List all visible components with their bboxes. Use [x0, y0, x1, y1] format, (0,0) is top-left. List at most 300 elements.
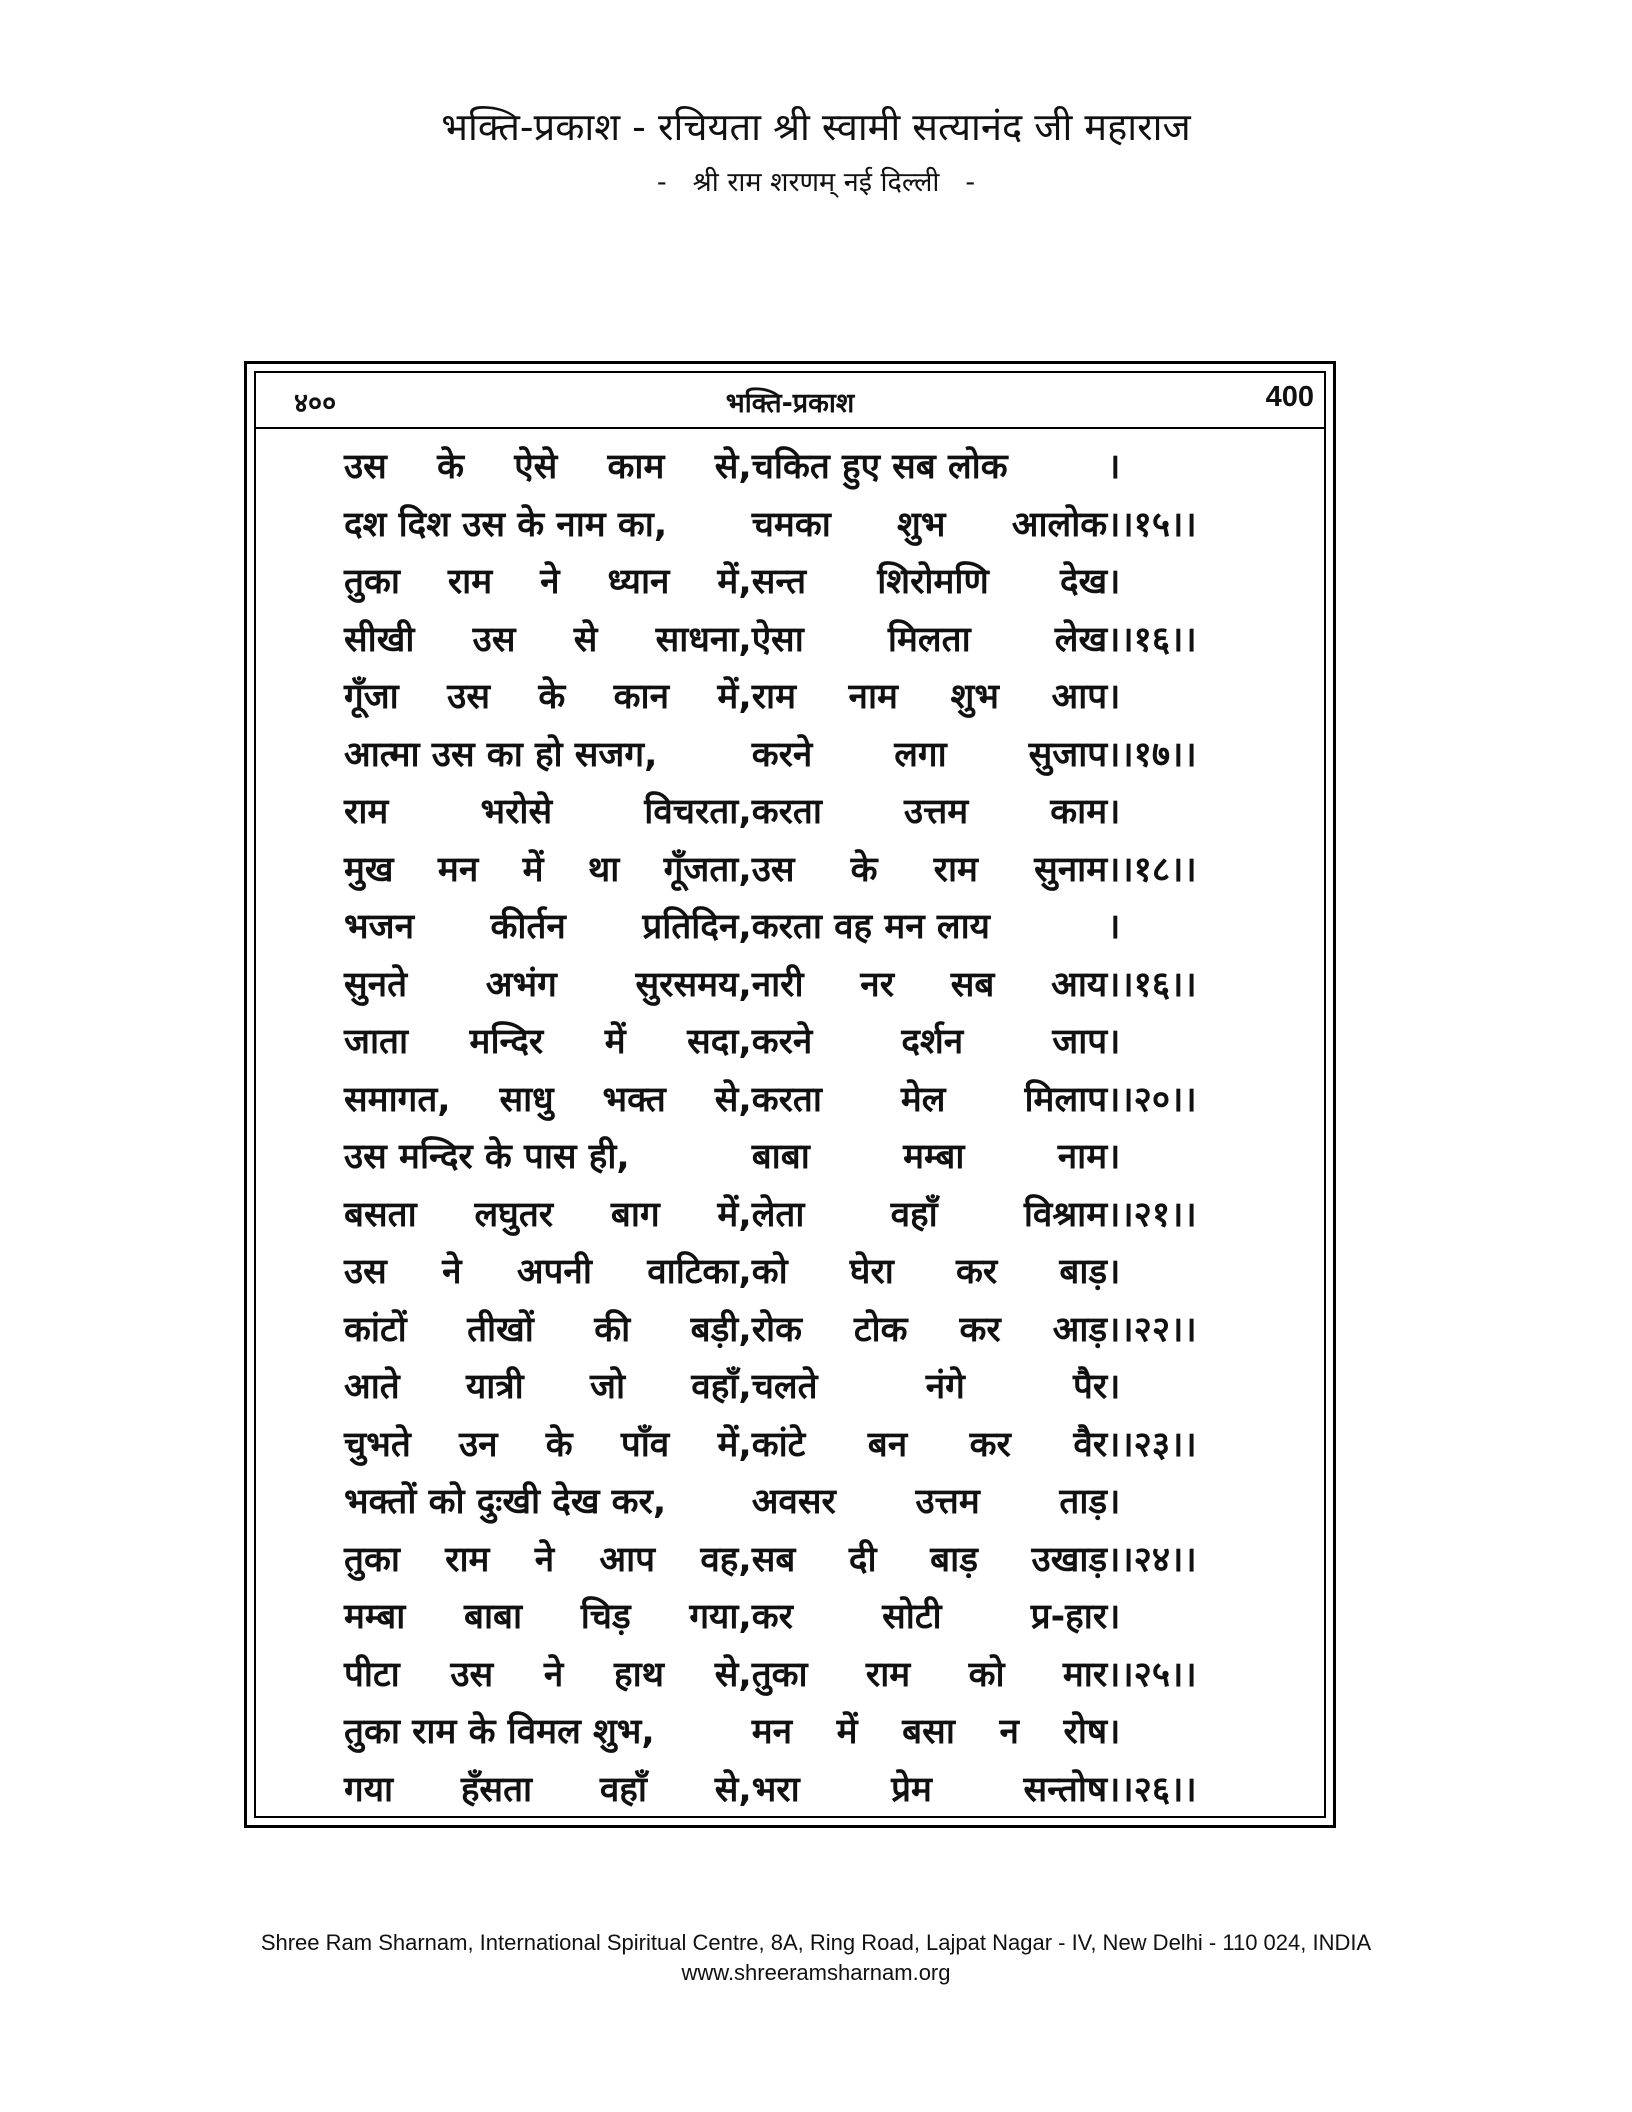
verse-word: बाबा [751, 1137, 810, 1178]
verse-line [344, 552, 1304, 610]
subtitle-text: श्री राम शरणम् नई दिल्ली [692, 167, 940, 198]
verse-second-half-words [752, 730, 1107, 777]
verse-first-half [344, 1530, 752, 1588]
verse-word: कर [959, 1309, 1001, 1350]
verse-first-half-words [344, 1247, 752, 1294]
verse-number: । [1107, 1597, 1121, 1638]
verse-word: शिरोमणि [877, 562, 989, 603]
verse-first-half [344, 1242, 752, 1300]
verse-first-half [344, 840, 752, 898]
verse-word: ऐसे [514, 447, 558, 488]
verse-word: भरा [751, 1769, 800, 1810]
verse-first-half [344, 725, 752, 783]
verse-number: ।।२३।। [1107, 1424, 1197, 1465]
footer-address: Shree Ram Sharnam, International Spiritual Centre, 8A, Ring Road, Lajpat Nagar - IV, New Delhi - 110 024, INDIA [260, 1930, 1372, 1955]
verse-word: प्रेम [891, 1769, 932, 1810]
verse-second-half [752, 782, 1107, 840]
verse-second-half [752, 1012, 1107, 1070]
verse-word: कांटे [751, 1424, 806, 1465]
verse-word: में [522, 849, 544, 890]
verse-first-half [344, 495, 752, 553]
verse-word: आप [1051, 677, 1108, 718]
verse-first-half-words [344, 1650, 752, 1697]
verse-first-half-words [344, 1362, 752, 1409]
verse-second-half [752, 1242, 1107, 1300]
verse-first-half [344, 552, 752, 610]
verse-second-half-words [752, 1075, 1107, 1122]
verse-first-half [344, 1415, 752, 1473]
verse-first-half-words [344, 615, 752, 662]
verse-word: करने [751, 1022, 813, 1063]
verse-word: आलोक [1011, 504, 1108, 545]
verse-word: मन [751, 1712, 793, 1753]
verse-word: के [437, 447, 464, 488]
verse-word: चकित हुए सब लोक [751, 447, 1008, 488]
verse-second-half-words [752, 672, 1107, 719]
verse-word: के [538, 677, 566, 718]
verse-word: पीटा [344, 1654, 400, 1695]
verse-word: बड़ी, [690, 1309, 752, 1350]
verse-word: उत्तम [903, 792, 969, 833]
verse-word: ध्यान [607, 562, 670, 603]
verse-first-half [344, 610, 752, 668]
verse-second-half [752, 495, 1107, 553]
verse-first-half [344, 1760, 752, 1818]
verse-word: नाम [1057, 1137, 1108, 1178]
verse-word: था [587, 849, 620, 890]
verse-number: ।।१८।। [1107, 849, 1197, 890]
verse-line [344, 1415, 1304, 1473]
verse-word: उस [344, 1252, 387, 1293]
verse-word: शुभ [950, 677, 999, 718]
verse-word: से, [714, 1079, 752, 1120]
verse-word: लगा [894, 734, 947, 775]
verse-second-half [752, 1185, 1107, 1243]
verse-first-half-words [344, 1075, 752, 1122]
verse-number: ।।२२।। [1107, 1309, 1197, 1350]
verse-number: ।।२६।। [1107, 1769, 1197, 1810]
verse-word: नारी [751, 964, 804, 1005]
verse-word: मिलता [887, 619, 971, 660]
verse-word: गया [344, 1769, 394, 1810]
verse-second-half-words [752, 1535, 1107, 1582]
verse-word: ने [540, 562, 560, 603]
verse-first-half-words [344, 672, 752, 719]
verse-line [344, 1530, 1304, 1588]
verse-word: देख [1059, 562, 1108, 603]
verse-word: अवसर [751, 1482, 836, 1523]
verse-word: उस [344, 447, 387, 488]
verse-word: सुरसमय, [635, 964, 752, 1005]
verse-first-half-words [344, 1017, 752, 1064]
verse-word: तीखों [467, 1309, 534, 1350]
verse-first-half-words [344, 1190, 752, 1237]
verse-number: ।।२४।। [1107, 1539, 1197, 1580]
verse-line [344, 1760, 1304, 1818]
verse-word: लघुतर [474, 1194, 554, 1235]
verse-word: आड़ [1052, 1309, 1108, 1350]
verse-number: ।।१५।। [1107, 504, 1197, 545]
verse-word: न [999, 1712, 1019, 1753]
verse-word: उस मन्दिर के पास ही, [344, 1137, 630, 1178]
verse-word: आत्मा उस का हो सजग, [344, 734, 658, 775]
verse-first-half [344, 897, 752, 955]
verse-word: दर्शन [901, 1022, 964, 1063]
verse-line [344, 1070, 1304, 1128]
verse-first-half-words [344, 557, 752, 604]
verse-word: कर [956, 1252, 998, 1293]
verse-word: भरोसे [480, 792, 553, 833]
verse-word: वहाँ [890, 1194, 938, 1235]
verse-word: आते [344, 1367, 400, 1408]
verse-number: ।।१६।। [1107, 964, 1197, 1005]
verse-word: कर [751, 1597, 793, 1638]
verse-word: आय [1051, 964, 1108, 1005]
verse-word: सुजाप [1028, 734, 1108, 775]
footer-website: www.shreeramsharnam.org [681, 1960, 951, 1985]
verse-second-half-words [752, 1420, 1107, 1467]
verse-first-half-words [344, 1592, 752, 1639]
verse-line [344, 725, 1304, 783]
verse-first-half-words [344, 442, 752, 489]
verse-word: उत्तम [915, 1482, 980, 1523]
verse-word: गूँजा [344, 677, 399, 718]
running-title: भक्ति-प्रकाश [725, 388, 855, 419]
verse-word: मम्बा [344, 1597, 406, 1638]
verse-word: उन [458, 1424, 498, 1465]
verse-second-half-words [752, 1247, 1107, 1294]
verse-line [344, 1472, 1304, 1530]
verse-number: ।।२०।। [1107, 1079, 1197, 1120]
verse-line [344, 1127, 1304, 1185]
verse-word: ने [543, 1654, 564, 1695]
verse-first-half-words [344, 960, 752, 1007]
scanned-page-inner-border [254, 371, 1326, 1818]
verse-word: से [573, 619, 598, 660]
verse-word: काम [1050, 792, 1108, 833]
verse-second-half [752, 1530, 1107, 1588]
page-number-latin: 400 [1265, 381, 1314, 413]
verse-second-half [752, 437, 1107, 495]
verse-word: बाड़ [1059, 1252, 1108, 1293]
verse-word: मार [1062, 1654, 1108, 1695]
verse-second-half [752, 725, 1107, 783]
verse-word: राम [447, 562, 493, 603]
verse-word: सदा, [687, 1022, 752, 1063]
verse-word: भक्त [602, 1079, 666, 1120]
subtitle-dash-left: - [656, 167, 667, 198]
verse-second-half-words [752, 1477, 1107, 1524]
verse-word: दश दिश उस के नाम का, [344, 504, 668, 545]
verse-second-half-words [752, 1132, 1107, 1179]
verse-second-half-words [752, 1017, 1107, 1064]
verse-word: प्र-हार [1030, 1597, 1108, 1638]
verse-word: सन्त [751, 562, 807, 603]
verse-word: तुका [344, 1539, 400, 1580]
verse-word: तुका राम के विमल शुभ, [344, 1712, 655, 1753]
verse-word: बसा [902, 1712, 955, 1753]
verse-second-half [752, 1645, 1107, 1703]
verse-word: उस [447, 677, 490, 718]
verse-word: उस [472, 619, 516, 660]
verse-word: में, [717, 562, 752, 603]
verse-number: । [1107, 447, 1121, 488]
verse-word: चिड़ [580, 1597, 631, 1638]
verse-word: दी [848, 1539, 877, 1580]
verse-word: बसता [344, 1194, 417, 1235]
verse-word: वह, [700, 1539, 752, 1580]
verse-first-half-words [344, 730, 752, 777]
verse-word: बाबा [463, 1597, 523, 1638]
verse-word: घेरा [849, 1252, 894, 1293]
verse-word: बाड़ [930, 1539, 978, 1580]
verse-word: वहाँ [599, 1769, 647, 1810]
verse-word: समागत, [344, 1079, 451, 1120]
verse-second-half [752, 1472, 1107, 1530]
verse-word: गया, [689, 1597, 752, 1638]
verse-word: की [594, 1309, 631, 1350]
verse-first-half [344, 1645, 752, 1703]
verse-word: उस [751, 849, 795, 890]
verse-line [344, 1587, 1304, 1645]
verse-word: यात्री [465, 1367, 524, 1408]
verse-word: विचरता, [644, 792, 752, 833]
verse-word: सन्तोष [1023, 1769, 1108, 1810]
verse-word: वाटिका, [647, 1252, 752, 1293]
verse-number: ।।१६।। [1107, 619, 1197, 660]
verse-second-half [752, 1300, 1107, 1358]
verse-line [344, 782, 1304, 840]
verse-word: ने [534, 1539, 555, 1580]
verse-word: जाता [344, 1022, 409, 1063]
verse-word: सीखी [344, 619, 415, 660]
verse-word: हँसता [460, 1769, 533, 1810]
verse-first-half [344, 1472, 752, 1530]
verse-number: । [1107, 1482, 1121, 1523]
verse-number: ।।२१।। [1107, 1194, 1197, 1235]
verse-second-half-words [752, 1765, 1107, 1812]
verse-word: टोक [853, 1309, 908, 1350]
verse-first-half [344, 667, 752, 725]
verse-first-half-words [344, 1305, 752, 1352]
verse-first-half-words [344, 787, 752, 834]
verse-second-half [752, 1127, 1107, 1185]
verse-word: सुनाम [1034, 849, 1108, 890]
verse-word: से, [714, 1654, 752, 1695]
verse-first-half-words [344, 1765, 752, 1812]
verse-word: पैर [1072, 1367, 1108, 1408]
verse-number: । [1107, 792, 1121, 833]
verse-word: करता [751, 1079, 822, 1120]
verse-line [344, 1702, 1304, 1760]
verse-word: के [545, 1424, 573, 1465]
verse-second-half [752, 552, 1107, 610]
verse-word: साधना, [655, 619, 752, 660]
verse-word: चलते [751, 1367, 818, 1408]
verse-second-half-words [752, 1362, 1107, 1409]
verse-first-half-words [344, 845, 752, 892]
verse-first-half [344, 1012, 752, 1070]
verse-word: से, [714, 447, 752, 488]
verse-word: वैर [1073, 1424, 1108, 1465]
verse-second-half-words [752, 615, 1107, 662]
verse-first-half [344, 1070, 752, 1128]
verse-first-half [344, 1587, 752, 1645]
verse-number: । [1107, 907, 1121, 948]
verse-word: बन [867, 1424, 908, 1465]
verse-list [344, 437, 1304, 1817]
verse-line [344, 1242, 1304, 1300]
verse-word: कांटों [344, 1309, 407, 1350]
verse-word: आप [599, 1539, 656, 1580]
verse-word: जो [589, 1367, 626, 1408]
verse-first-half [344, 1185, 752, 1243]
verse-word: मन्दिर [469, 1022, 544, 1063]
document-title: भक्ति-प्रकाश - रचियता श्री स्वामी सत्यानंद जी महाराज [441, 105, 1191, 149]
verse-word: करता [751, 792, 822, 833]
verse-number: । [1107, 562, 1121, 603]
verse-second-half-words [752, 787, 1107, 834]
verse-word: राम [751, 677, 796, 718]
verse-word: के [850, 849, 878, 890]
verse-number: ।।१७।। [1107, 734, 1197, 775]
verse-word: नाम [848, 677, 898, 718]
verse-second-half [752, 1357, 1107, 1415]
verse-word: कान [613, 677, 670, 718]
verse-second-half-words [752, 557, 1107, 604]
verse-word: में, [717, 1194, 752, 1235]
verse-word: राम [933, 849, 978, 890]
verse-second-half [752, 667, 1107, 725]
verse-word: ताड़ [1059, 1482, 1108, 1523]
verse-number: । [1107, 1137, 1121, 1178]
verse-word: चुभते [344, 1424, 411, 1465]
scanned-page-frame [244, 361, 1336, 1828]
verse-word: को [751, 1252, 788, 1293]
verse-line [344, 495, 1304, 553]
verse-word: गूँजता, [663, 849, 752, 890]
verse-line [344, 1357, 1304, 1415]
verse-word: कीर्तन [490, 907, 566, 948]
verse-first-half-words [344, 1132, 752, 1179]
verse-word: में [604, 1022, 626, 1063]
verse-word: मन [437, 849, 479, 890]
verse-word: चमका [751, 504, 831, 545]
verse-first-half-words [344, 1535, 752, 1582]
running-head [256, 373, 1324, 429]
verse-word: सुनते [344, 964, 408, 1005]
verse-first-half-words [344, 1477, 752, 1524]
verse-word: मम्बा [903, 1137, 965, 1178]
verse-word: भजन [344, 907, 415, 948]
verse-word: काम [607, 447, 665, 488]
verse-second-half [752, 610, 1107, 668]
verse-second-half-words [752, 1592, 1107, 1639]
verse-first-half-words [344, 902, 752, 949]
verse-line [344, 1300, 1304, 1358]
verse-word: बाग [610, 1194, 660, 1235]
verse-line [344, 1185, 1304, 1243]
verse-number: । [1107, 1367, 1121, 1408]
verse-number: । [1107, 1022, 1121, 1063]
verse-word: पाँव [620, 1424, 670, 1465]
verse-first-half [344, 1702, 752, 1760]
verse-word: राम [344, 792, 389, 833]
verse-second-half-words [752, 1650, 1107, 1697]
document-subtitle [0, 162, 1632, 199]
verse-word: मिलाप [1024, 1079, 1108, 1120]
verse-word: जाप [1052, 1022, 1108, 1063]
page-number-devanagari: ४०० [294, 388, 337, 419]
verse-word: तुका [344, 562, 400, 603]
verse-word: विश्राम [1023, 1194, 1108, 1235]
verse-word: सोटी [882, 1597, 942, 1638]
verse-word: वहाँ, [691, 1367, 752, 1408]
verse-word: मुख [344, 849, 394, 890]
verse-number: । [1107, 1252, 1121, 1293]
verse-word: हाथ [614, 1654, 665, 1695]
verse-second-half-words [752, 845, 1107, 892]
verse-line [344, 1645, 1304, 1703]
verse-first-half [344, 1127, 752, 1185]
verse-first-half [344, 437, 752, 495]
verse-word: साधु [499, 1079, 554, 1120]
verse-number: । [1107, 1712, 1121, 1753]
verse-word: को [968, 1654, 1005, 1695]
verse-word: सब [751, 1539, 796, 1580]
verse-line [344, 610, 1304, 668]
verse-second-half [752, 840, 1107, 898]
verse-line [344, 955, 1304, 1013]
verse-second-half [752, 1702, 1107, 1760]
verse-word: मेल [900, 1079, 946, 1120]
verse-second-half-words [752, 902, 1107, 949]
verse-second-half-words [752, 1305, 1107, 1352]
verse-line [344, 897, 1304, 955]
verse-second-half [752, 1587, 1107, 1645]
verse-word: ने [442, 1252, 462, 1293]
verse-second-half [752, 1760, 1107, 1818]
verse-line [344, 437, 1304, 495]
verse-word: रोष [1063, 1712, 1108, 1753]
verse-first-half [344, 955, 752, 1013]
verse-second-half-words [752, 1190, 1107, 1237]
verse-word: नर [860, 964, 895, 1005]
verse-word: रोक [751, 1309, 802, 1350]
verse-word: अभंग [485, 964, 557, 1005]
verse-second-half [752, 897, 1107, 955]
verse-word: सब [950, 964, 995, 1005]
verse-word: राम [445, 1539, 490, 1580]
verse-word: लेख [1054, 619, 1108, 660]
verse-word: करता वह मन लाय [751, 907, 990, 948]
verse-second-half [752, 1415, 1107, 1473]
verse-word: भक्तों को दुःखी देख कर, [344, 1482, 667, 1523]
verse-first-half [344, 1300, 752, 1358]
verse-word: शुभ [897, 504, 946, 545]
verse-first-half-words [344, 500, 752, 547]
verse-second-half-words [752, 442, 1107, 489]
verse-word: में [836, 1712, 858, 1753]
subtitle-dash-right: - [965, 167, 976, 198]
verse-second-half-words [752, 960, 1107, 1007]
verse-word: उस [450, 1654, 494, 1695]
verse-word: अपनी [516, 1252, 592, 1293]
verse-second-half-words [752, 500, 1107, 547]
verse-word: प्रतिदिन, [642, 907, 752, 948]
verse-word: उखाड़ [1031, 1539, 1108, 1580]
verse-first-half [344, 782, 752, 840]
